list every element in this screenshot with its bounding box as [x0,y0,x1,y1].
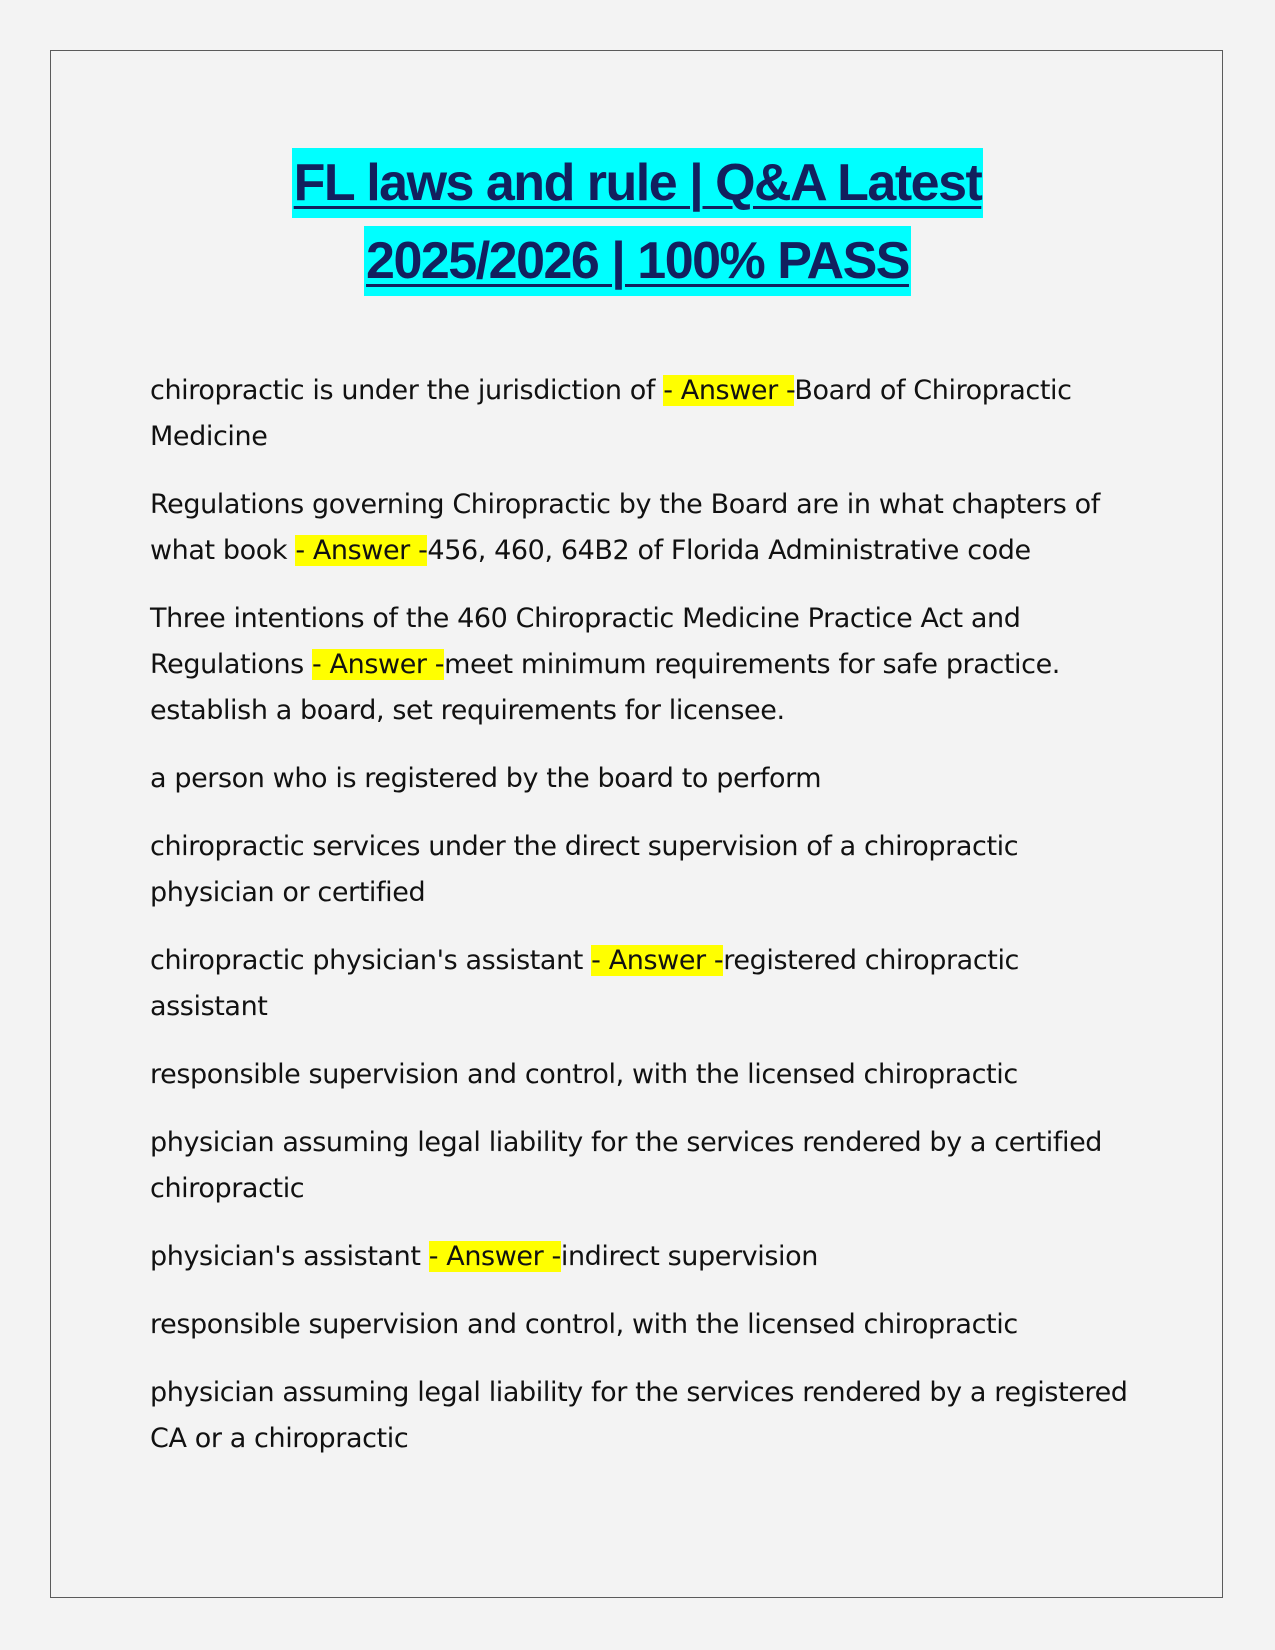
qa-text-5: chiropractic services under the direct supervision of a chiropractic physician or certified [150,831,1019,908]
title-line-1: FL laws and rule | Q&A Latest [292,148,984,218]
answer-marker: - Answer - [663,375,795,406]
question-text: chiropractic is under the jurisdiction of [150,375,664,406]
title-line-2: 2025/2026 | 100% PASS [364,226,911,296]
answer-marker: - Answer - [591,945,724,976]
qa-text-8: physician assuming legal liability for the services rendered by a certified chiropractic [150,1127,1103,1204]
answer-text: 456, 460, 64B2 of Florida Administrative code [427,535,1031,566]
answer-text: Board of Chiropractic Medicine [150,375,1072,452]
qa-text-10: responsible supervision and control, with the licensed chiropractic [150,1309,1018,1340]
qa-entry-9 [150,1234,1130,1280]
qa-text-7: responsible supervision and control, with the licensed chiropractic [150,1059,1018,1090]
qa-entry-1 [150,368,1130,460]
qa-list [150,368,1130,1484]
qa-entry-6 [150,938,1130,1030]
document-title [0,148,1275,304]
question-text: physician's assistant [150,1241,429,1272]
qa-entry-2 [150,482,1130,574]
question-text: Regulations governing Chiropractic by the Board are in what chapters of what book [150,489,1100,566]
answer-marker: - Answer - [295,535,428,566]
qa-text-4: a person who is registered by the board to perform [150,763,822,794]
qa-entry-3 [150,596,1130,734]
answer-text: meet minimum requirements for safe practice. establish a board, set requirements for licensee. [150,649,1060,726]
answer-marker: - Answer - [428,1241,561,1272]
question-text: chiropractic physician's assistant [150,945,592,976]
answer-marker: - Answer - [312,649,445,680]
question-text: Three intentions of the 460 Chiropractic Medicine Practice Act and Regulations [150,603,1021,680]
qa-text-11: physician assuming legal liability for the services rendered by a registered CA or a chiropractic [150,1377,1128,1454]
answer-text: registered chiropractic assistant [150,945,1019,1022]
answer-text: indirect supervision [560,1241,818,1272]
